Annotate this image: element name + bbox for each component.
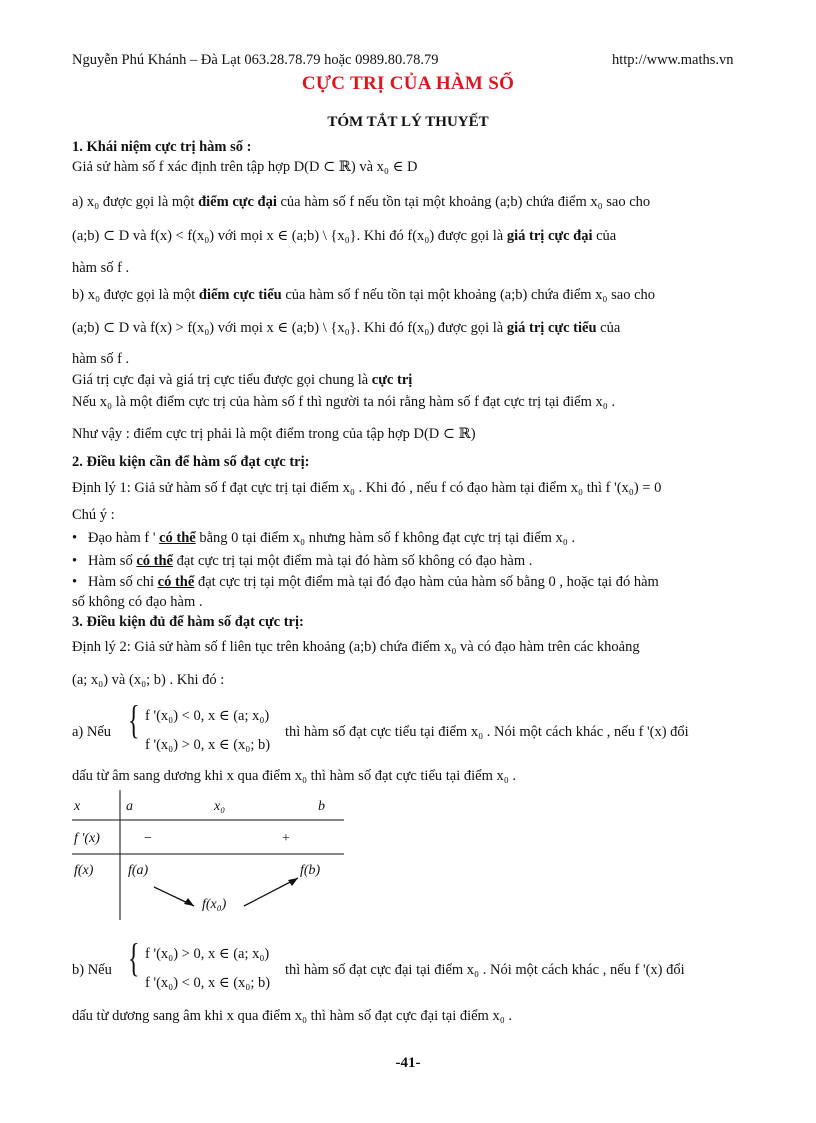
header-author: Nguyễn Phú Khánh – Đà Lạt 063.28.78.79 hoặc 0989.80.78.79 bbox=[72, 52, 439, 68]
page-number: -41- bbox=[395, 1055, 421, 1071]
bullet-icon: • bbox=[72, 574, 78, 590]
table-function-label: f(x) bbox=[74, 863, 94, 878]
s1-heading: 1. Khái niệm cực trị hàm số : bbox=[72, 139, 252, 155]
s1-a-line1: a) x₀ được gọi là một điểm cực đại của hàm số f nếu tồn tại một khoảng (a;b) chứa điểm x₀ sao cho bbox=[72, 194, 651, 210]
table-value-fb: f(b) bbox=[300, 863, 321, 878]
s2-note-item-2: • Hàm số có thể đạt cực trị tại một điểm mà tại đó hàm số không có đạo hàm . bbox=[72, 553, 533, 569]
variation-table bbox=[72, 790, 362, 920]
s3-case-b-text2: dấu từ dương sang âm khi x qua điểm x₀ thì hàm số đạt cực đại tại điểm x₀ . bbox=[72, 1008, 513, 1024]
s3-case-a-cond1: f '(x₀) < 0, x ∈ (a; x₀) bbox=[145, 708, 270, 724]
arrowhead-icon bbox=[184, 898, 194, 906]
table-header-x0: x₀ bbox=[214, 799, 226, 814]
s3-case-b-cond1: f '(x₀) > 0, x ∈ (a; x₀) bbox=[145, 946, 270, 962]
s1-b-line1: b) x₀ được gọi là một điểm cực tiểu của hàm số f nếu tồn tại một khoảng (a;b) chứa điểm x₀ sao cho bbox=[72, 287, 656, 303]
table-header-x: x bbox=[74, 799, 81, 814]
arrowhead-icon bbox=[288, 878, 298, 886]
bullet-icon: • bbox=[72, 530, 78, 546]
brace-icon: { bbox=[128, 697, 140, 742]
table-header-a: a bbox=[126, 799, 133, 814]
page-title: CỰC TRỊ CỦA HÀM SỐ bbox=[301, 73, 515, 94]
s1-c-line1: Giá trị cực đại và giá trị cực tiểu được gọi chung là cực trị bbox=[72, 372, 413, 388]
s3-theorem-line2: (a; x₀) và (x₀; b) . Khi đó : bbox=[72, 672, 225, 688]
s3-case-b-cond2: f '(x₀) < 0, x ∈ (x₀; b) bbox=[145, 975, 271, 991]
s2-note-item-1: • Đạo hàm f ' có thể bằng 0 tại điểm x₀ nhưng hàm số f không đạt cực trị tại điểm x₀ . bbox=[72, 530, 576, 546]
s3-theorem-line1: Định lý 2: Giả sử hàm số f liên tục trên khoảng (a;b) chứa điểm x₀ và có đạo hàm trên các khoảng bbox=[72, 639, 640, 655]
s1-a-line3: hàm số f . bbox=[72, 260, 130, 276]
brace-icon: { bbox=[128, 935, 140, 980]
table-value-fx0: f(x₀) bbox=[202, 897, 227, 912]
table-derivative-label: f '(x) bbox=[74, 831, 100, 846]
s3-case-b-text: thì hàm số đạt cực đại tại điểm x₀ . Nói một cách khác , nếu f '(x) đổi bbox=[285, 962, 685, 978]
table-value-fa: f(a) bbox=[128, 863, 149, 878]
section-subtitle: TÓM TẮT LÝ THUYẾT bbox=[327, 114, 489, 130]
s1-c-line3: Như vậy : điểm cực trị phải là một điểm trong của tập hợp D(D ⊂ ℝ) bbox=[72, 426, 476, 442]
table-sign-minus: − bbox=[144, 831, 152, 846]
s1-b-line2: (a;b) ⊂ D và f(x) > f(x₀) với mọi x ∈ (a;b) \ {x₀}. Khi đó f(x₀) được gọi là giá trị cực tiểu của bbox=[72, 320, 621, 336]
s3-case-a-label: a) Nếu bbox=[72, 724, 112, 740]
s3-case-b-label: b) Nếu bbox=[72, 962, 112, 978]
s2-note: Chú ý : bbox=[72, 507, 115, 523]
s2-theorem: Định lý 1: Giả sử hàm số f đạt cực trị tại điểm x₀ . Khi đó , nếu f có đạo hàm tại điểm x₀ thì f '(x₀) = 0 bbox=[72, 480, 662, 496]
s1-intro: Giả sử hàm số f xác định trên tập hợp D(D ⊂ ℝ) và x₀ ∈ D bbox=[72, 159, 418, 175]
table-sign-plus: + bbox=[282, 831, 290, 846]
bullet-icon: • bbox=[72, 553, 78, 569]
s1-b-line3: hàm số f . bbox=[72, 351, 130, 367]
table-header-b: b bbox=[318, 799, 325, 814]
s3-case-a-text2: dấu từ âm sang dương khi x qua điểm x₀ thì hàm số đạt cực tiểu tại điểm x₀ . bbox=[72, 768, 517, 784]
s1-c-line2: Nếu x₀ là một điểm cực trị của hàm số f thì người ta nói rằng hàm số f đạt cực trị tại điểm x₀ . bbox=[72, 394, 616, 410]
header-url[interactable]: http://www.maths.vn bbox=[612, 52, 734, 68]
s3-case-a-cond2: f '(x₀) > 0, x ∈ (x₀; b) bbox=[145, 737, 271, 753]
s2-note-item-3-cont: số không có đạo hàm . bbox=[72, 594, 203, 610]
s2-note-item-3: • Hàm số chỉ có thể đạt cực trị tại một điểm mà tại đó đạo hàm của hàm số bằng 0 , hoặc tại đó hàm bbox=[72, 574, 659, 590]
s3-heading: 3. Điều kiện đủ để hàm số đạt cực trị: bbox=[72, 614, 304, 630]
s2-heading: 2. Điều kiện cần để hàm số đạt cực trị: bbox=[72, 454, 310, 470]
s3-case-a-text: thì hàm số đạt cực tiểu tại điểm x₀ . Nói một cách khác , nếu f '(x) đổi bbox=[285, 724, 689, 740]
s1-a-line2: (a;b) ⊂ D và f(x) < f(x₀) với mọi x ∈ (a;b) \ {x₀}. Khi đó f(x₀) được gọi là giá trị cực đại của bbox=[72, 228, 617, 244]
